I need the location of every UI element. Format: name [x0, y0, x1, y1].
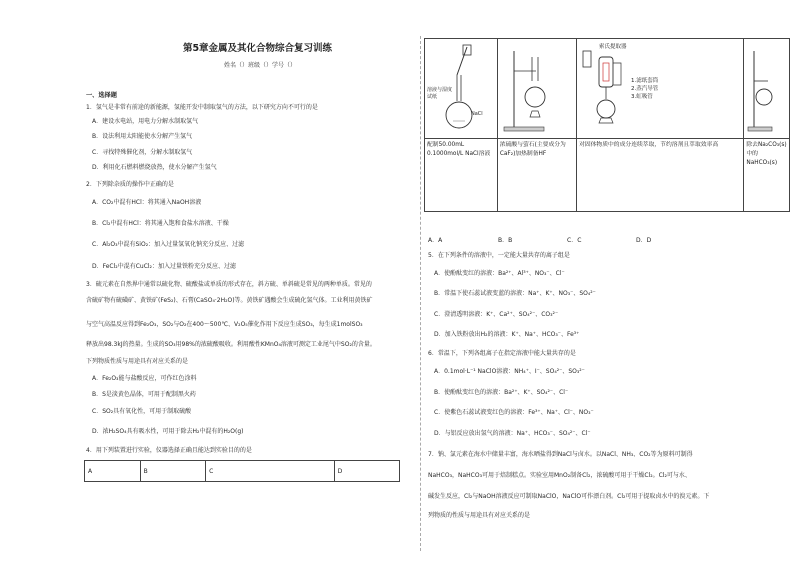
apparatus-c-legend: [631, 77, 658, 101]
answer-choice-d: D．D: [636, 237, 652, 244]
question-3-option-a: A．Fe₂O₃能与盐酸反应，可作红色涂料: [92, 375, 197, 382]
question-2-stem: 2．下列除杂质的操作中正确的是: [86, 181, 174, 188]
apparatus-c-title: 索氏提取器: [599, 44, 627, 50]
heating-apparatus-icon: [746, 41, 774, 133]
question-2-option-b: B．Cl₂中混有HCl：将其通入饱和食盐水溶液、干燥: [92, 220, 229, 227]
answer-choice-b: B．B: [498, 237, 513, 244]
question-5-option-b: B．常温下使石蕊试液变蓝的溶液：Na⁺、K⁺、NO₃⁻、SO₄²⁻: [434, 290, 596, 297]
apparatus-d-image: [744, 39, 790, 139]
apparatus-b-image: [497, 39, 576, 139]
apparatus-b-text: 浓硫酸与萤石(主要成分为CaF₂)加热制备HF: [497, 139, 576, 212]
question-3-line-4: 释放出98.3kJ的热量。生成的SO₃用98%的浓硫酸吸收。利用酸性KMnO₄溶液可测定工业尾气中SO₂的含量。: [86, 341, 376, 348]
apparatus-c-text: 对固体物质中的成分连续萃取，节约溶剂且萃取效率高: [577, 139, 744, 212]
legend-item-3: 3.虹吸管: [631, 94, 653, 100]
question-3-line-5: 下列物质性质与用途具有对应关系的是: [86, 358, 189, 365]
question-7-line-4: 列物质的性质与用途具有对应关系的是: [428, 512, 531, 519]
question-7-line-2: NaHCO₃，NaHCO₃可用于焙制糕点。实验室用MnO₂制备Cl₂，浓硫酸可用于干燥Cl₂。Cl₂可与水、: [428, 472, 691, 479]
question-6-stem: 6．常温下，下列各组离子在指定溶液中能大量共存的是: [428, 350, 576, 357]
question-4-cell-b: B: [140, 461, 205, 482]
question-4-table: [84, 460, 400, 482]
question-6-option-c: C．使紫色石蕊试液变红色的溶液：Fe³⁺、Na⁺、Cl⁻、NO₃⁻: [434, 409, 594, 416]
question-4-cell-c: C: [206, 461, 335, 482]
apparatus-c-image: [577, 39, 744, 139]
legend-item-2: 2.蒸汽导管: [631, 86, 659, 92]
apparatus-a-image: [425, 39, 498, 139]
question-3-line-3: 与空气高温反应得到Fe₂O₃，SO₂与O₂在400～500℃、V₂O₅催化作用下反应生成SO₃，每生成1molSO₃: [86, 321, 363, 328]
question-4-stem: 4．用下列装置进行实验，仪器选择正确且能达到实验目的的是: [86, 447, 252, 454]
apparatus-a-label: NaCl: [471, 111, 483, 117]
column-divider: [420, 36, 421, 551]
question-3-option-b: B．S是淡黄色晶体，可用于配制黑火药: [92, 391, 196, 398]
question-1-option-c: C．寻找特殊催化剂，分解水制取氢气: [92, 149, 193, 156]
question-6-option-b: B．使酚酞变红色的溶液：Ba²⁺、K⁺、SO₄²⁻、Cl⁻: [434, 389, 569, 396]
answer-choice-a: A．A: [428, 237, 443, 244]
apparatus-a-text: 配制50.00mL 0.1000mol/L NaCl溶液: [425, 139, 498, 212]
question-2-option-c: C．Al₂O₃中混有SiO₂：加入过量氢氧化钠充分反应、过滤: [92, 241, 245, 248]
student-info-line: 姓名（）班级（）学号（）: [223, 62, 296, 69]
question-3-line-1: 3．硫元素在自然界中通常以硫化物、硫酸盐或单质的形式存在，斜方硫、单斜硫是常见的两种单质。常见的: [86, 281, 372, 288]
question-2-option-a: A．CO₂中混有HCl：将其通入NaOH溶液: [92, 199, 202, 206]
apparatus-d-text: 除去Na₂CO₃(s)中的NaHCO₃(s): [744, 139, 790, 212]
question-4-cell-a: A: [85, 461, 141, 482]
question-5-option-d: D．加入铁粉放出H₂的溶液：K⁺、Na⁺、HCO₃⁻、Fe³⁺: [434, 331, 580, 338]
question-1-stem: 1．氢气是非常有前途的新能源，氢能开发中制取氢气的方法，以下研究方向不可行的是: [86, 104, 318, 111]
question-4-cell-d: D: [334, 461, 399, 482]
question-6-option-d: D．与铝反应放出氢气的溶液：Na⁺、HCO₃⁻、SO₄²⁻、Cl⁻: [434, 430, 591, 437]
question-5-option-c: C．澄清透明溶液：K⁺、Ca²⁺、SO₄²⁻、CO₃²⁻: [434, 311, 559, 318]
retort-stand-icon: [500, 41, 560, 133]
question-1-option-b: B．设法利用太阳能使水分解产生氢气: [92, 133, 193, 140]
page-title: 第5章金属及其化合物综合复习训练: [182, 43, 333, 54]
answer-choice-c: C．C: [567, 237, 582, 244]
question-5-stem: 5．在下列条件的溶液中，一定能大量共存的离子组是: [428, 252, 570, 259]
question-6-option-a: A．0.1mol·L⁻¹ NaClO溶液：NH₄⁺、I⁻、SO₄²⁻、SO₃²⁻: [434, 368, 585, 375]
question-3-option-c: C．SO₂具有氧化性，可用于制取硫酸: [92, 408, 192, 415]
question-1-option-d: D．利用化石燃料燃烧放热，使水分解产生氢气: [92, 164, 217, 171]
apparatus-a-caption: 溶液与湿度试纸: [427, 87, 453, 100]
question-5-option-a: A．使酚酞变红的溶液：Ba²⁺、Al³⁺、NO₃⁻、Cl⁻: [434, 270, 565, 277]
legend-item-1: 1.滤纸套筒: [631, 78, 659, 84]
question-3-line-2: 含硫矿物有硫磺矿、黄铁矿(FeS₂)、石膏(CaSO₄·2H₂O)等。黄铁矿遇酸会生成硫化氢气体。工业利用黄铁矿: [86, 297, 373, 304]
section-heading: 一、选择题: [86, 92, 117, 99]
question-1-option-a: A．建设水电站，用电力分解水制取氢气: [92, 118, 199, 125]
question-7-line-3: 碱发生反应，Cl₂与NaOH溶液反应可制取NaClO，NaClO可作漂白剂。Cl₂可用于提取卤水中的溴元素。下: [428, 493, 710, 500]
question-2-option-d: D．FeCl₂中混有CuCl₂：加入过量铁粉充分反应、过滤: [92, 263, 236, 270]
question-7-line-1: 7．钠、氯元素在海水中储量丰富，海水晒盐得到NaCl与卤水。以NaCl、NH₃、CO₂等为原料可制得: [428, 451, 693, 458]
apparatus-table: [424, 38, 790, 212]
question-3-option-d: D．浓H₂SO₄具有吸水性，可用于除去H₂中混有的H₂O(g): [92, 428, 244, 435]
